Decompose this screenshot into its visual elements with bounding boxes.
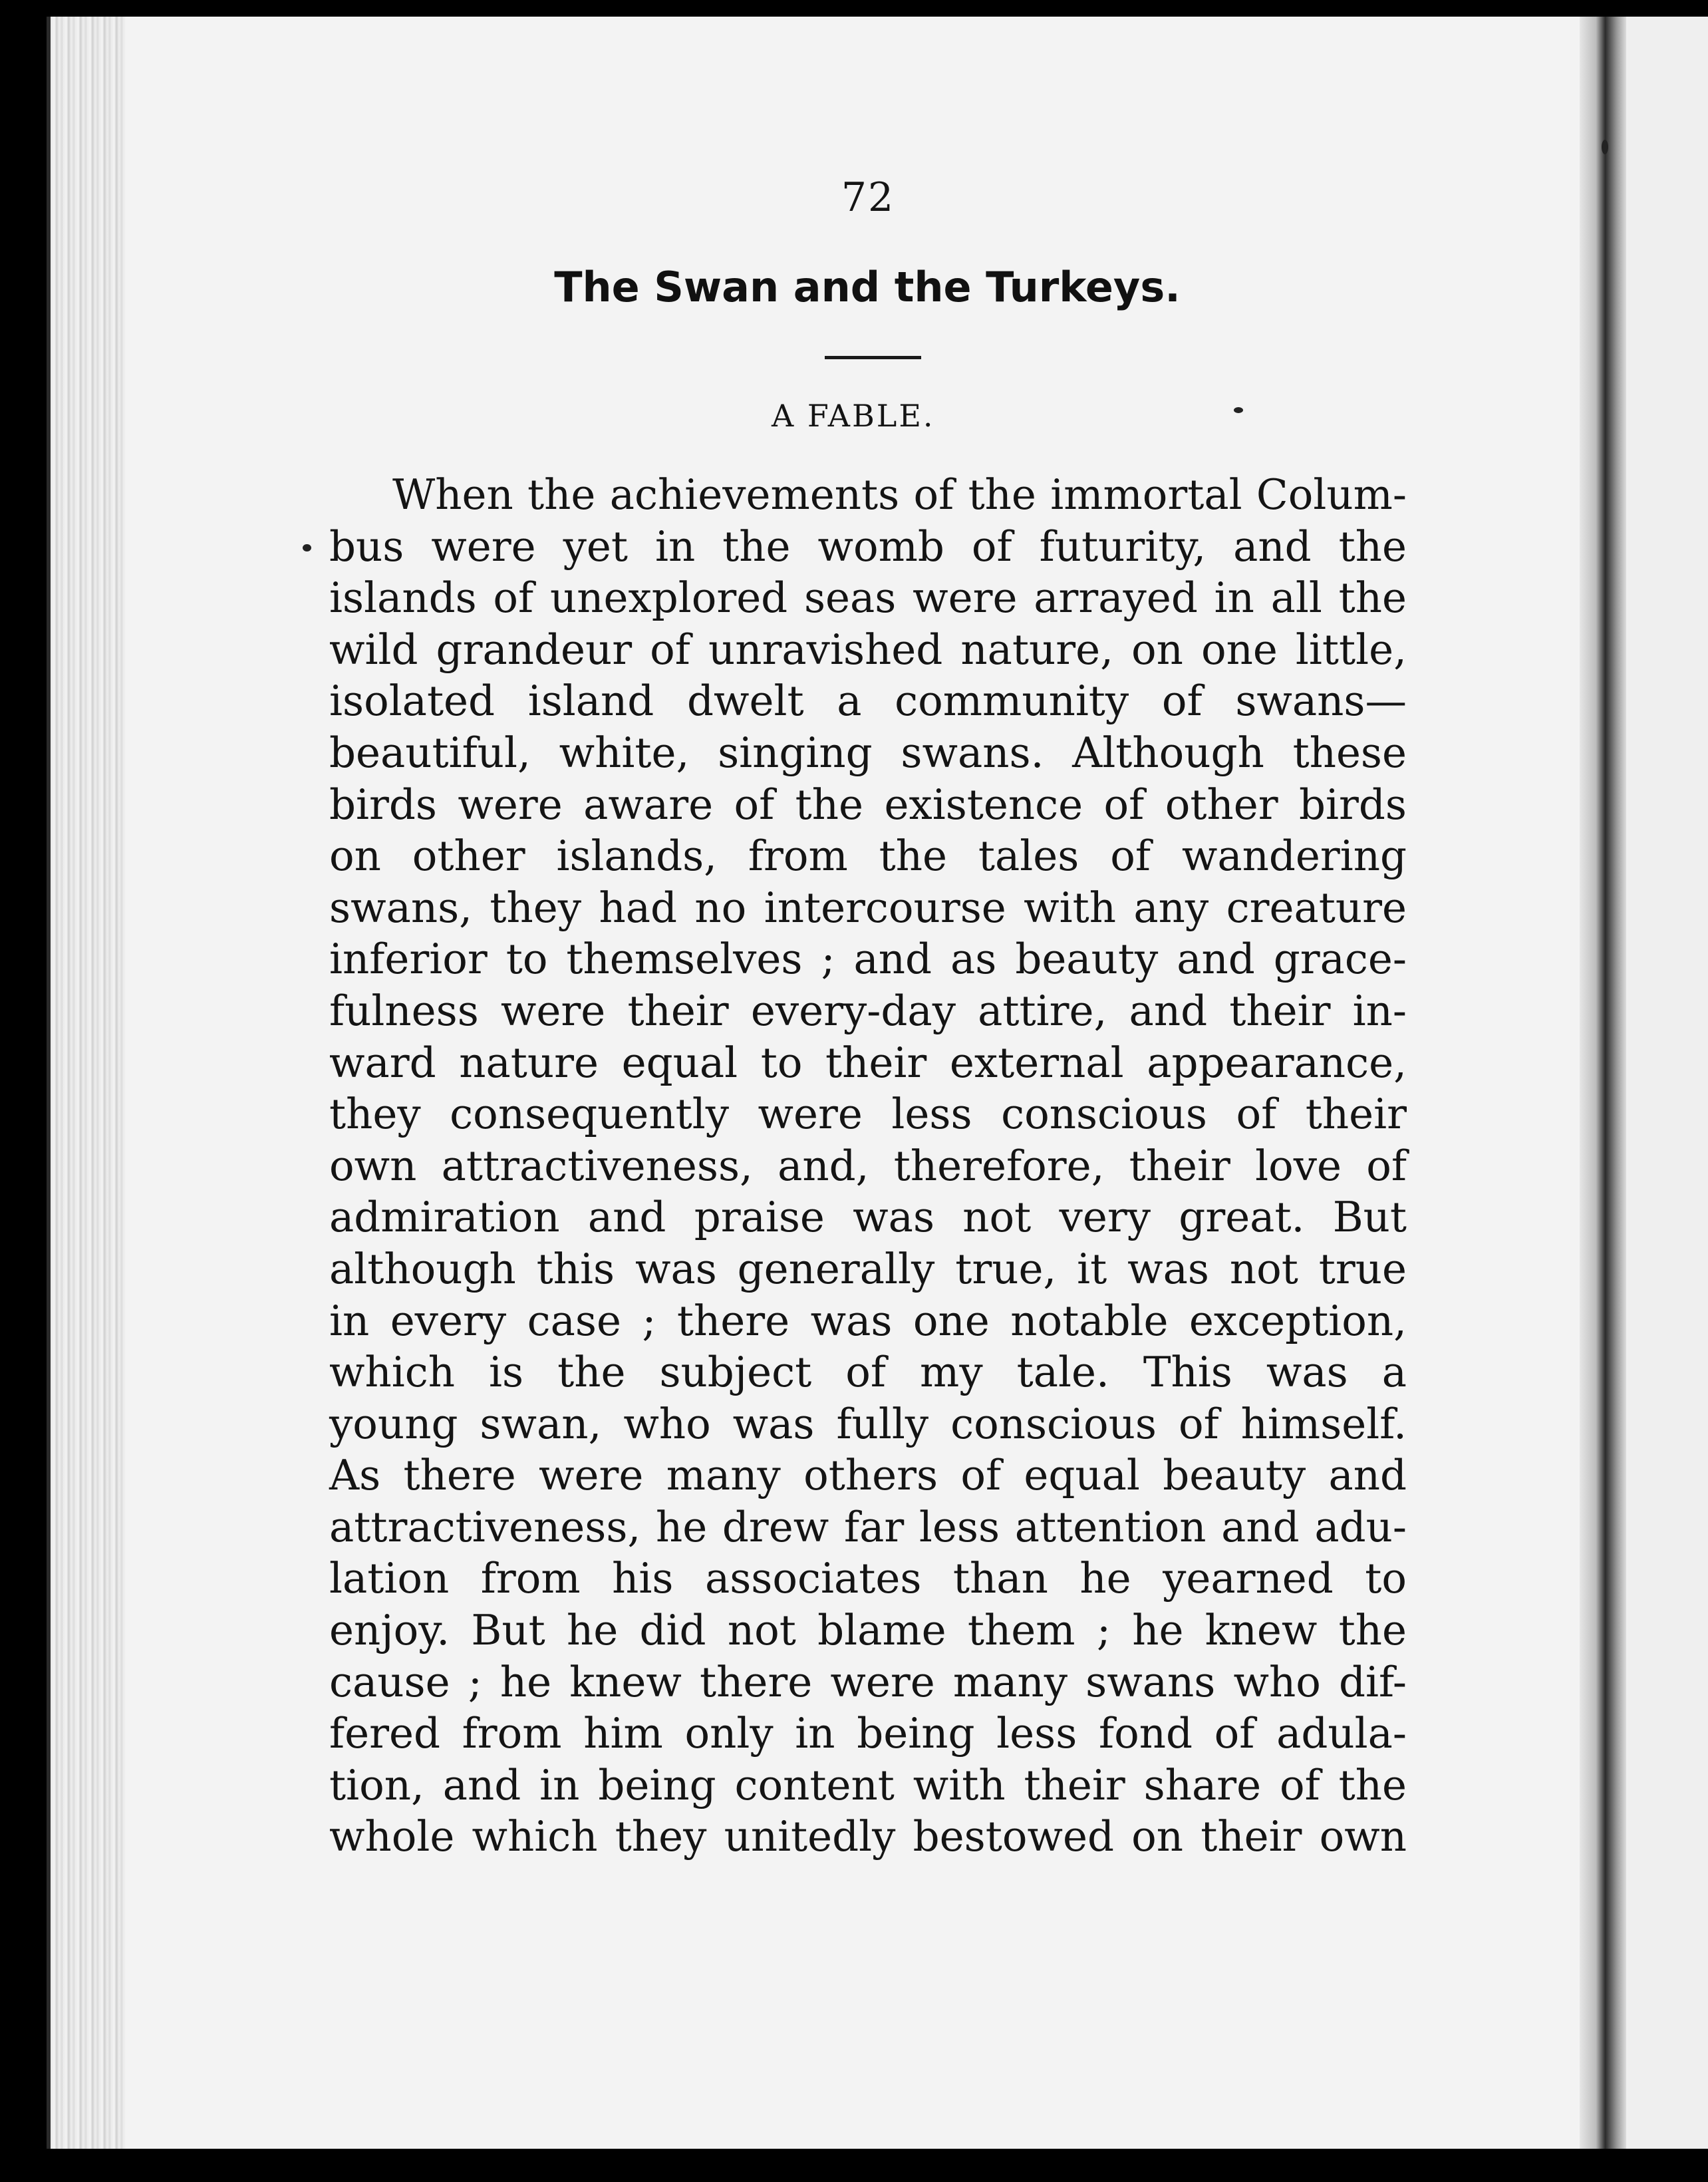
text-line: enjoy. But he did not blame them ; he knew the [329,1606,1407,1655]
text-line: whole which they unitedly bestowed on their own [329,1812,1407,1861]
facing-page-edge [1626,17,1708,2149]
text-line: which is the subject of my tale. This was a [329,1348,1407,1397]
text-line: in every case ; there was one notable exception, [329,1296,1407,1345]
text-line: admiration and praise was not very great. But [329,1193,1407,1242]
text-line: birds were aware of the existence of other birds [329,780,1407,829]
text-line: although this was generally true, it was not true [329,1244,1407,1293]
ink-speck [1234,407,1243,413]
page-title: The Swan and the Turkeys. [554,263,1181,311]
text-line: tion, and in being content with their share of the [329,1760,1407,1809]
subtitle: A FABLE. [772,398,935,434]
text-line: When the achievements of the immortal Colum- [392,470,1407,519]
text-line: inferior to themselves ; and as beauty and grace- [329,935,1407,984]
book-page-edges [47,17,137,2155]
text-line: bus were yet in the womb of futurity, and the [329,522,1407,571]
title-rule [825,356,921,359]
text-line: wild grandeur of unravished nature, on one little, [329,625,1407,674]
text-line: fulness were their every-day attire, and their in- [329,986,1407,1035]
text-line: islands of unexplored seas were arrayed in all the [329,573,1407,623]
page-number: 72 [841,174,895,221]
text-line: beautiful, white, singing swans. Although these [329,728,1407,777]
text-line: ward nature equal to their external appearance, [329,1038,1407,1087]
text-line: isolated island dwelt a community of swans— [329,677,1407,726]
text-line: they consequently were less conscious of their [329,1090,1407,1139]
text-line: attractiveness, he drew far less attention and adu- [329,1502,1407,1551]
text-line: young swan, who was fully conscious of himself. [329,1399,1407,1448]
text-line: on other islands, from the tales of wandering [329,832,1407,881]
scan-border [47,2149,1708,2182]
text-line: swans, they had no intercourse with any creature [329,883,1407,932]
body-text [329,469,1407,1863]
book-gutter [1580,17,1626,2149]
text-line: cause ; he knew there were many swans who dif- [329,1657,1407,1706]
text-line: As there were many others of equal beauty and [329,1451,1407,1500]
text-line: fered from him only in being less fond of adula- [329,1709,1407,1758]
text-line: own attractiveness, and, therefore, their love of [329,1141,1407,1190]
ink-speck [1602,140,1608,154]
text-line: lation from his associates than he yearned to [329,1554,1407,1603]
ink-speck [303,544,311,551]
